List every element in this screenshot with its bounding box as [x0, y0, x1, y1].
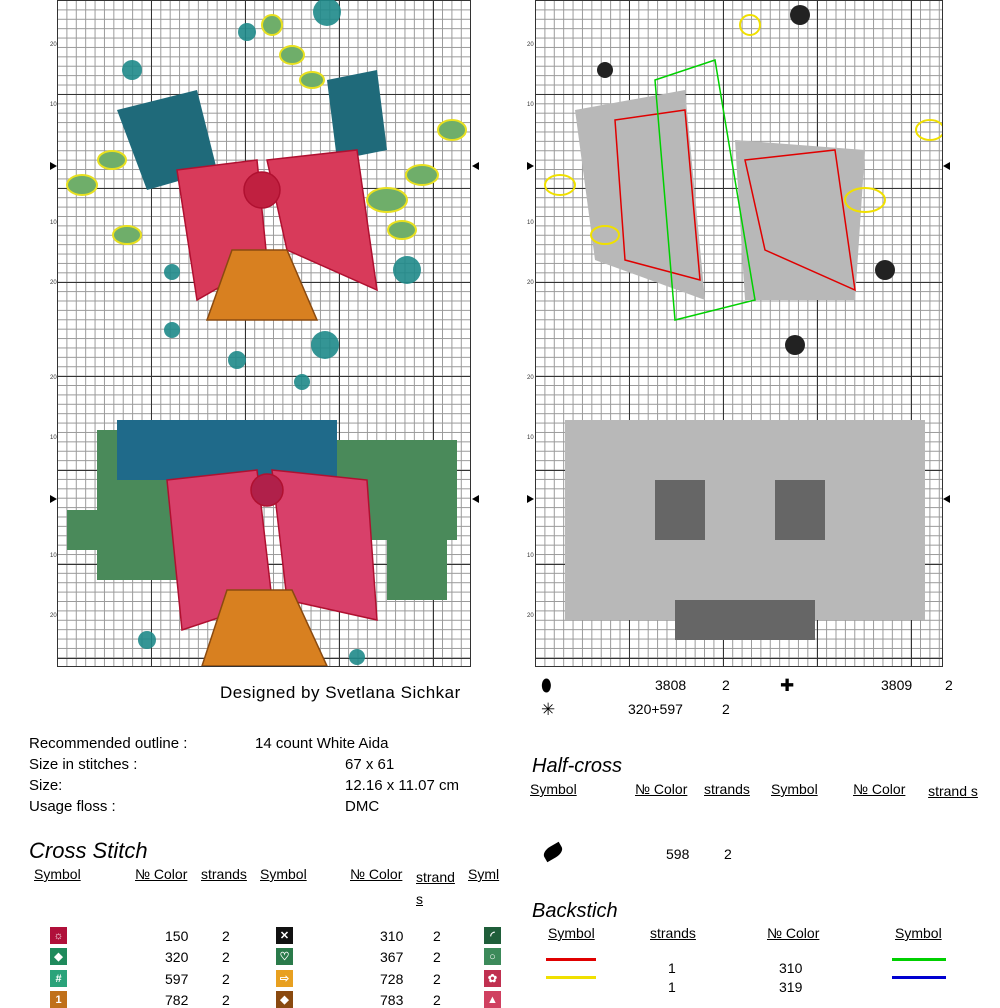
arrow-icon: ⇨ — [276, 970, 293, 987]
center-marker — [527, 162, 534, 170]
x-box-icon: ✕ — [276, 927, 293, 944]
center-marker — [943, 162, 950, 170]
color-motif — [57, 0, 470, 666]
col-header: Syml — [468, 866, 500, 882]
info-label: Size in stitches : — [29, 756, 138, 773]
color-number: 728 — [380, 971, 404, 987]
color-number: 310 — [380, 928, 404, 944]
asterisk-icon: ✳ — [541, 700, 556, 719]
green-line-swatch — [892, 958, 946, 961]
color-number: 782 — [165, 992, 189, 1008]
color-number: 319 — [779, 979, 803, 995]
strands-value: 2 — [722, 701, 730, 717]
col-header: Symbol — [548, 925, 595, 941]
symbol-chart — [535, 0, 943, 667]
color-number: 367 — [380, 949, 404, 965]
row-tick: 10 — [50, 102, 57, 108]
col-header: № Color — [767, 925, 820, 941]
row-tick: 10 — [50, 220, 57, 226]
symbol-motif — [535, 0, 942, 666]
row-tick: 10 — [527, 102, 534, 108]
color-number: 3809 — [881, 677, 913, 693]
color-number: 320 — [165, 949, 189, 965]
col-header: № Color — [635, 781, 688, 797]
triangle-icon: ▲ — [484, 991, 501, 1008]
strands-value: 2 — [433, 928, 441, 944]
color-number: 320+597 — [628, 701, 683, 717]
strands-value: 2 — [433, 949, 441, 965]
strands-value: 2 — [945, 677, 953, 693]
strands-value: 2 — [433, 992, 441, 1008]
sun-icon: ☼ — [50, 927, 67, 944]
shield-icon: ⬮ — [541, 676, 552, 695]
row-tick: 20 — [527, 375, 534, 381]
diamond-icon: ◆ — [50, 948, 67, 965]
row-tick: 10 — [527, 220, 534, 226]
red-line-swatch — [546, 958, 596, 961]
hash-icon: # — [50, 970, 67, 987]
row-tick: 10 — [527, 553, 534, 559]
leaf-icon: ◜ — [484, 927, 501, 944]
color-number: 597 — [165, 971, 189, 987]
cross-outline-icon: ✚ — [780, 676, 795, 695]
number-icon: 1 — [50, 991, 67, 1008]
diamond-dark-icon: ◆ — [276, 991, 293, 1008]
row-tick: 20 — [527, 280, 534, 286]
color-number: 598 — [666, 846, 690, 862]
center-marker — [472, 162, 479, 170]
row-tick: 10 — [527, 435, 534, 441]
center-marker — [50, 495, 57, 503]
row-tick: 10 — [50, 553, 57, 559]
row-tick: 20 — [50, 280, 57, 286]
row-tick: 20 — [527, 42, 534, 48]
strands-value: 2 — [722, 677, 730, 693]
color-number: 150 — [165, 928, 189, 944]
col-header: Symbol — [530, 781, 577, 797]
leaf-blob-icon — [541, 842, 564, 862]
cross-stitch-title: Cross Stitch — [29, 838, 148, 863]
strands-value: 2 — [222, 992, 230, 1008]
row-tick: 20 — [50, 613, 57, 619]
strands-value: 2 — [222, 971, 230, 987]
info-label: Size: — [29, 777, 63, 794]
backstitch-title: Backstich — [532, 900, 618, 922]
col-header: № Color — [135, 866, 188, 882]
circle-icon: ○ — [484, 948, 501, 965]
col-header: strands — [704, 781, 750, 797]
row-tick: 10 — [50, 435, 57, 441]
color-number: 310 — [779, 960, 803, 976]
flower-icon: ✿ — [484, 970, 501, 987]
center-marker — [50, 162, 57, 170]
color-number: 783 — [380, 992, 404, 1008]
blue-line-swatch — [892, 976, 946, 979]
strands-value: 2 — [222, 949, 230, 965]
strands-value: 1 — [668, 979, 676, 995]
row-tick: 20 — [527, 613, 534, 619]
info-label: Usage floss : — [29, 798, 116, 815]
strands-value: 2 — [433, 971, 441, 987]
col-header: strands — [201, 866, 247, 882]
designer-credit: Designed by Svetlana Sichkar — [220, 683, 461, 702]
strands-value: 1 — [668, 960, 676, 976]
col-header: Symbol — [34, 866, 81, 882]
color-chart — [57, 0, 471, 667]
info-label: Recommended outline : — [29, 735, 188, 752]
info-value: DMC — [345, 798, 380, 815]
info-value: 67 x 61 — [345, 756, 395, 773]
row-tick: 20 — [50, 375, 57, 381]
col-header: strand s — [928, 783, 978, 799]
yellow-line-swatch — [546, 976, 596, 979]
info-value: 12.16 x 11.07 cm — [345, 777, 459, 794]
heart-icon: ♡ — [276, 948, 293, 965]
col-header: Symbol — [260, 866, 307, 882]
col-header: strands — [650, 925, 696, 941]
col-header: № Color — [350, 866, 403, 882]
center-marker — [527, 495, 534, 503]
row-tick: 20 — [50, 42, 57, 48]
color-number: 3808 — [655, 677, 687, 693]
col-header: Symbol — [771, 781, 818, 797]
strands-value: 2 — [222, 928, 230, 944]
half-cross-title: Half-cross — [532, 755, 623, 777]
col-header: strand s — [416, 869, 455, 907]
col-header: Symbol — [895, 925, 942, 941]
center-marker — [472, 495, 479, 503]
info-value: 14 count White Aida — [255, 735, 389, 752]
strands-value: 2 — [724, 846, 732, 862]
col-header: № Color — [853, 781, 906, 797]
center-marker — [943, 495, 950, 503]
